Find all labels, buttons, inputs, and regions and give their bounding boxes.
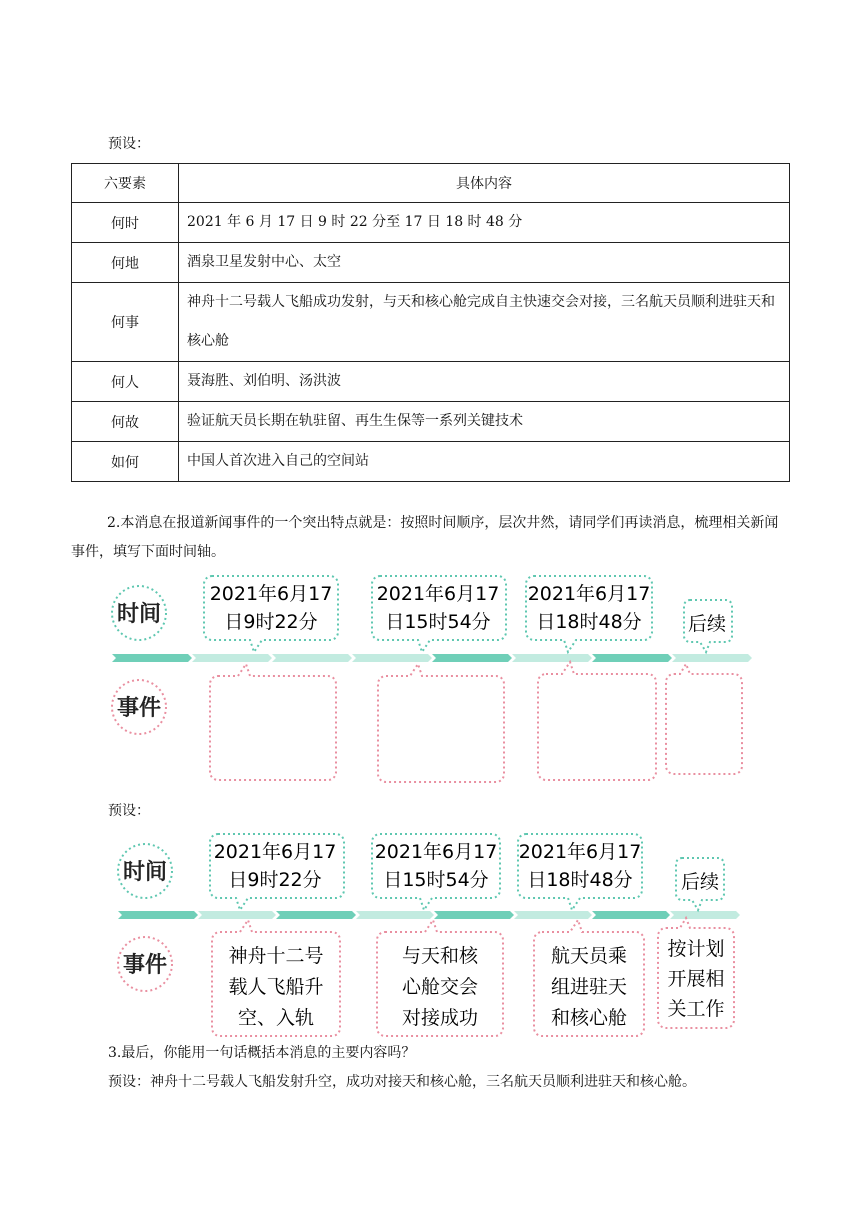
row-key: 何时 (72, 203, 179, 243)
time-line2: 日18时48分 (527, 869, 633, 891)
preset-label: 预设： (108, 136, 150, 152)
event-line: 神舟十二号 (228, 945, 324, 967)
time-line1: 2021年6月17 (518, 841, 642, 863)
event-bubble-empty (210, 664, 336, 780)
event-bubble-empty (538, 662, 656, 780)
time-bubble (210, 834, 344, 910)
time-line1: 2021年6月17 (374, 841, 498, 863)
question-2: 2.本消息在报道新闻事件的一个突出特点就是：按照时间顺序，层次井然，请同学们再读消息，梳理相关新闻事件，填写下面时间轴。 (71, 515, 779, 560)
header-content: 具体内容 (179, 164, 790, 203)
event-bubble (658, 918, 734, 1028)
time-bubble (518, 834, 642, 910)
event-label: 事件 (122, 953, 168, 978)
six-elements-table (71, 163, 790, 482)
answer-3: 预设：神舟十二号载人飞船发射升空，成功对接天和核心舱，三名航天员顺利进驻天和核心舱。 (108, 1074, 696, 1090)
time-line1: 2021年6月17 (376, 583, 500, 605)
time-bubble (526, 576, 652, 652)
row-value: 验证航天员长期在轨驻留、再生生保等一系列关键技术 (179, 402, 790, 442)
event-line: 空、入轨 (237, 1007, 315, 1029)
time-bubble (676, 858, 724, 910)
header-elements: 六要素 (72, 164, 179, 203)
event-bubble-empty (666, 664, 742, 774)
event-line: 组进驻天 (550, 976, 628, 998)
row-value: 聂海胜、刘伯明、汤洪波 (179, 362, 790, 402)
time-line1: 2021年6月17 (527, 583, 651, 605)
time-line2: 日18时48分 (536, 611, 642, 633)
time-bubble (372, 576, 506, 652)
table-row (72, 203, 790, 243)
row-key: 何故 (72, 402, 179, 442)
row-value: 酒泉卫星发射中心、太空 (179, 243, 790, 283)
time-line1: 2021年6月17 (209, 583, 333, 605)
event-line: 开展相 (667, 968, 725, 990)
table-row (72, 362, 790, 402)
table-row (72, 442, 790, 482)
timeline-arrow-bar (112, 654, 752, 662)
row-key: 如何 (72, 442, 179, 482)
event-line: 按计划 (667, 938, 725, 960)
table-row (72, 402, 790, 442)
event-line: 对接成功 (401, 1007, 479, 1029)
event-line: 和核心舱 (550, 1007, 628, 1029)
row-key: 何事 (72, 283, 179, 362)
event-bubble (534, 920, 644, 1036)
event-bubble (377, 920, 503, 1036)
time-line1: 2021年6月17 (213, 841, 337, 863)
row-value: 2021 年 6 月 17 日 9 时 22 分至 17 日 18 时 48 分 (179, 203, 790, 243)
time-bubble (684, 600, 732, 652)
question-3: 3.最后，你能用一句话概括本消息的主要内容吗？ (108, 1045, 416, 1061)
time-bubble (372, 834, 500, 910)
table-header-row (72, 164, 790, 203)
event-bubble (212, 920, 340, 1036)
event-line: 心舱交会 (401, 976, 479, 998)
row-key: 何人 (72, 362, 179, 402)
event-line: 航天员乘 (550, 945, 628, 967)
event-label: 事件 (116, 696, 162, 721)
row-value: 中国人首次进入自己的空间站 (179, 442, 790, 482)
preset-label-2: 预设： (108, 803, 150, 819)
timeline-filled (100, 828, 760, 1038)
time-line2: 日9时22分 (228, 869, 322, 891)
event-line: 与天和核 (401, 945, 479, 967)
time-bubble (204, 576, 338, 652)
row-key: 何地 (72, 243, 179, 283)
time-line2: 日15时54分 (383, 869, 489, 891)
time-label: 时间 (122, 860, 168, 885)
row-value: 神舟十二号载人飞船成功发射，与天和核心舱完成自主快速交会对接，三名航天员顺利进驻天和核心舱 (179, 283, 790, 362)
time-label: 时间 (116, 602, 162, 627)
time-line2: 日9时22分 (224, 611, 318, 633)
event-line: 关工作 (667, 998, 725, 1020)
time-later: 后续 (687, 613, 727, 635)
event-bubble-empty (378, 664, 504, 782)
event-line: 载人飞船升 (228, 976, 324, 998)
table-row (72, 243, 790, 283)
time-later: 后续 (680, 871, 720, 893)
time-line2: 日15时54分 (385, 611, 491, 633)
table-row (72, 283, 790, 362)
timeline-blank (100, 570, 760, 785)
timeline-arrow-bar (118, 911, 740, 919)
